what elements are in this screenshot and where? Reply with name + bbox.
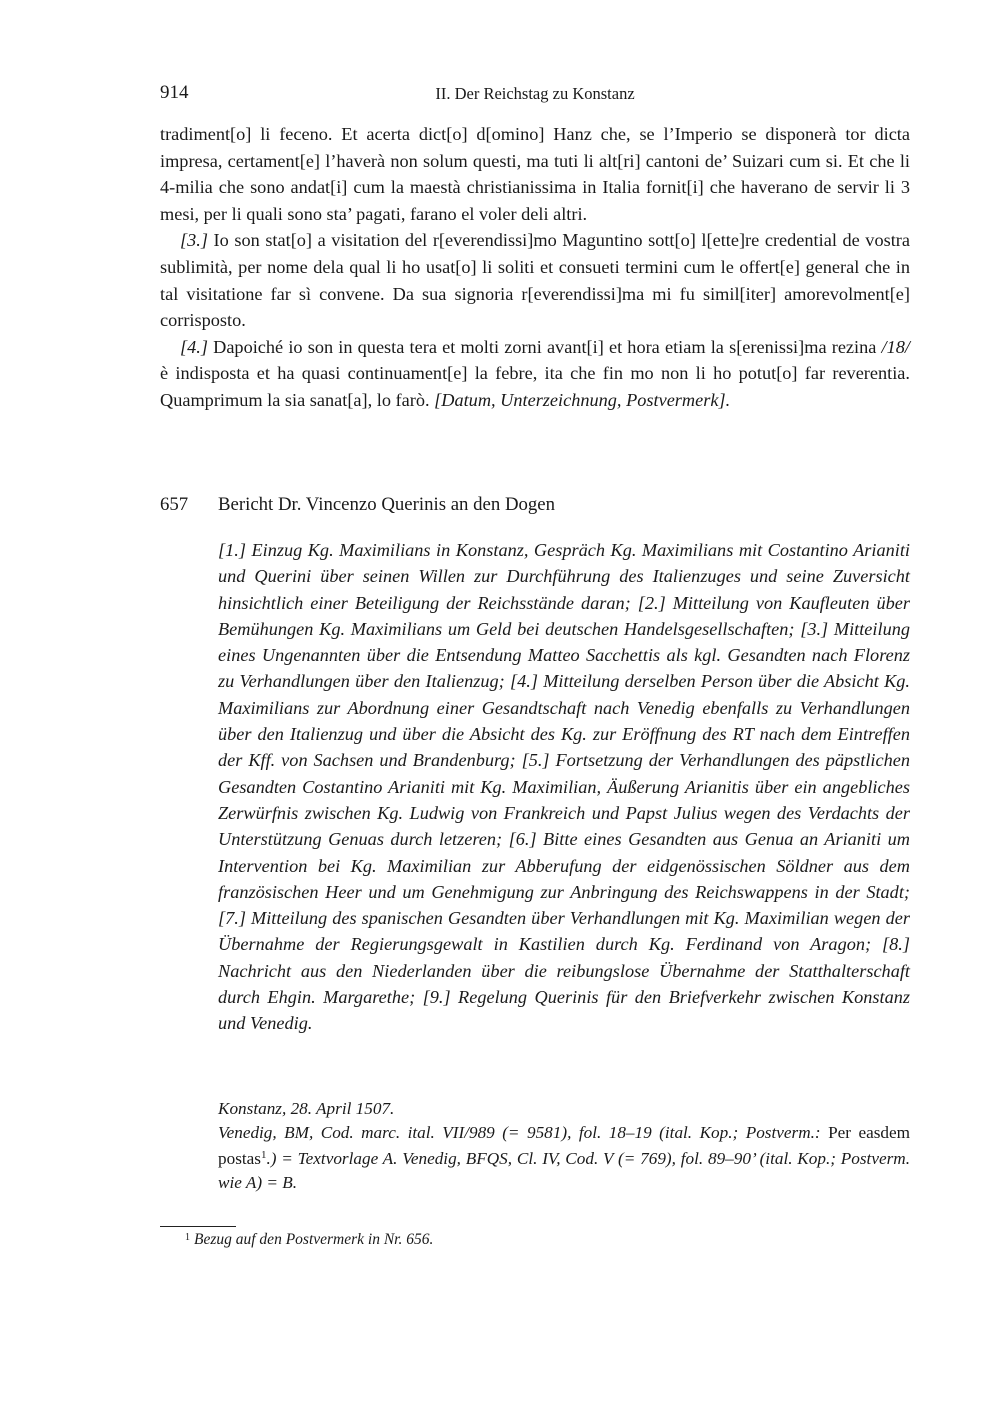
section-marker: [4.] [180,336,208,357]
regest-summary: [1.] Einzug Kg. Maximilians in Konstanz, Gespräch Kg. Maximilians mit Costantino Arianiti und Querini über seinen Willen zur Durchführung des Italienzuges und seine Zuversicht hinsichtlich einer Beteiligung der Reichsstände daran; [2.] Mitteilung von Kaufleuten über Bemühungen Kg. Maximilians um Geld bei deutschen Handelsgesellschaften; [3.] Mitteilung eines Ungenannten über die Entsendung Matteo Sacchettis als kgl. Gesandten nach Florenz zu Verhandlungen über den Italienzug; [4.] Mitteilung derselben Person über die Absicht Kg. Maximilians zur Abordnung einer Gesandtschaft nach Venedig ebenfalls zu Verhandlungen über den Italienzug und über die Absicht des Kg. zur Eröffnung des RT nach dem Eintreffen der Kff. von Sachsen und Brandenburg; [5.] Fortsetzung der Verhandlungen des päpstlichen Gesandten Costantino Arianiti mit Kg. Maximilian, Äußerung Arianitis über ein angebliches Zerwürfnis zwischen Kg. Ludwig von Frankreich und Papst Julius wegen des Verdachts der Unterstützung Genuas durch letzeren; [6.] Bitte eines Gesandten aus Genua an Arianiti um Intervention bei Kg. Maximilian zur Abberufung der eidgenössischen Söldner aus dem französischen Heer und um Genehmigung zur Anbringung des Reichswappens in der Stadt; [7.] Mitteilung des spanischen Gesandten über Verhandlungen mit Kg. Maximilian wegen der Übernahme der Regierungsgewalt in Kastilien durch Kg. Ferdinand von Aragon; [8.] Nachricht aus den Niederlanden über die reibungslose Übernahme der Statthalterschaft durch Ehgin. Margarethe; [9.] Regelung Querinis für den Briefverkehr zwischen Konstanz und Venedig. [218,540,910,1034]
footnote [185,1231,433,1249]
source-apparatus [218,1097,910,1194]
running-title: II. Der Reichstag zu Konstanz [435,84,635,103]
body-text [160,121,910,414]
source-description [218,1121,910,1195]
source-a: Venedig, BM, Cod. marc. ital. VII/989 (= 9581), fol. 18–19 (ital. Kop.; Postverm.: [218,1122,821,1142]
document-title: Bericht Dr. Vincenzo Querinis an den Dogen [218,494,556,515]
section-marker: [3.] [180,230,208,251]
paragraph-text: è indisposta et ha quasi continuament[e] la febre, ita che fin mo non li ho potut[o] far reverentia. Quamprimum la sia sanat[a], lo farò. [160,363,910,410]
folio-marker: /18/ [881,336,910,357]
postvermerk-text: Per easdem postas [218,1122,911,1168]
paragraph-text: Dapoiché io son in questa tera et molti zorni avant[i] et hora etiam la s[erenissi]ma rezina [207,336,882,357]
footnote-text: Bezug auf den Postvermerk in Nr. 656. [194,1231,434,1248]
source-b: .) = Textvorlage A. Venedig, BFQS, Cl. IV, Cod. V (= 769), fol. 89–90’ (ital. Kop.; Postverm. wie A) = B. [218,1149,910,1192]
document-number: 657 [160,494,189,515]
paragraph-3 [160,227,910,333]
footnote-number: 1 [185,1232,190,1243]
paragraph-4 [160,334,910,414]
paragraph-continued: tradiment[o] li feceno. Et acerta dict[o] d[omino] Hanz che, se l’Imperio se disponerà tor dicta impresa, certament[e] l’haverà non solum questi, ma tuti li alt[ri] cantoni de’ Suizari cum si. Et che li 4-milia che sono andat[i] cum la maestà christianissima in Italia fornit[i] che haverano de servir li 3 mesi, per li quali sono sta’ pagati, farano el voler deli altri. [160,124,910,224]
footnote-divider [160,1226,236,1227]
editorial-note: [Datum, Unterzeichnung, Postvermerk]. [434,389,731,410]
page-number: 914 [160,82,189,103]
footnote-reference[interactable]: 1 [260,1149,267,1161]
date-place: Konstanz, 28. April 1507. [218,1099,395,1118]
paragraph-text: Io son stat[o] a visitation del r[everendissi]mo Maguntino sott[o] l[ette]re credential de vostra sublimità, per nome dela qual li ho usat[o] li soliti et consueti termini cum le offert[e] general che in tal visitatione far sì convene. Da sua signoria r[everendissi]ma mi fu simil[iter] amorevolment[e] corrisposto. [160,230,910,331]
page-header [160,82,910,108]
